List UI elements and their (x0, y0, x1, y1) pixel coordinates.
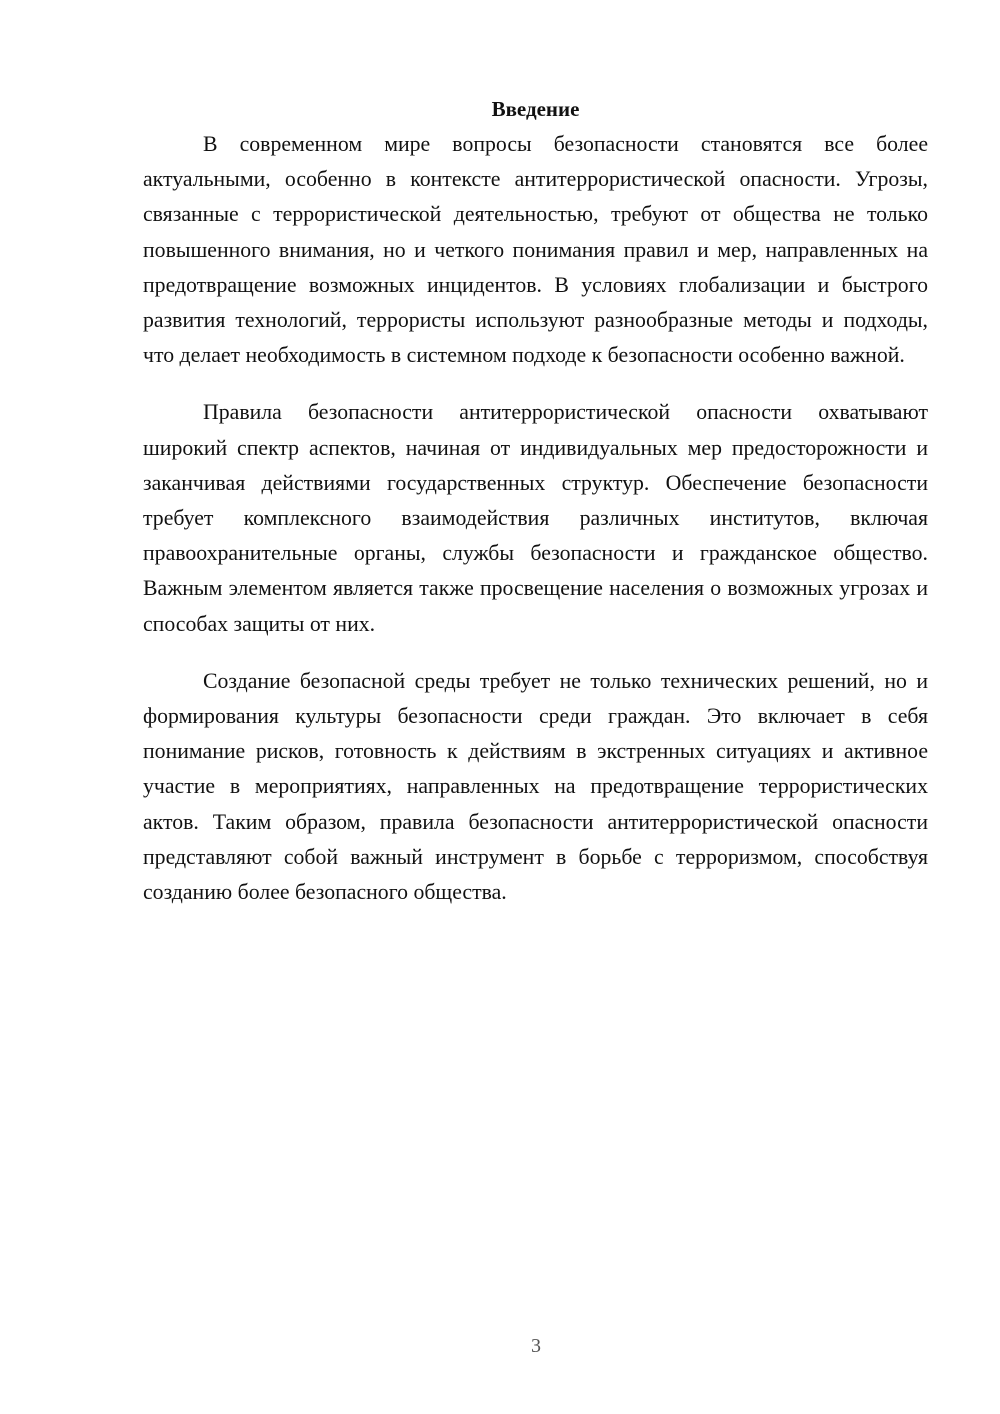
paragraph-2: Правила безопасности антитеррористической опасности охватывают широкий спектр аспектов, начиная от индивидуальных мер предосторожности и заканчивая действиями государственных структур. Обеспечение безопасности требует комплексного взаимодействия различных институтов, включая правоохранительные органы, службы безопасности и гражданское общество. Важным элементом является также просвещение населения о возможных угрозах и способах защиты от них. (143, 400, 928, 636)
page-number: 3 (531, 1335, 541, 1357)
paragraph-3: Создание безопасной среды требует не только технических решений, но и формирования культуры безопасности среди граждан. Это включает в себя понимание рисков, готовность к действиям в экстренных ситуациях и активное участие в мероприятиях, направленных на предотвращение террористических актов. Таким образом, правила безопасности антитеррористической опасности представляют собой важный инструмент в борьбе с терроризмом, способствуя созданию более безопасного общества. (143, 668, 928, 905)
paragraph-1: В современном мире вопросы безопасности становятся все более актуальными, особенно в контексте антитеррористической опасности. Угрозы, связанные с террористической деятельностью, требуют от общества не только повышенного внимания, но и четкого понимания правил и мер, направленных на предотвращение возможных инцидентов. В условиях глобализации и быстрого развития технологий, террористы используют разнообразные методы и подходы, что делает необходимость в системном подходе к безопасности особенно важной. (143, 132, 928, 368)
page-content (143, 92, 928, 932)
section-heading: Введение (491, 97, 580, 121)
